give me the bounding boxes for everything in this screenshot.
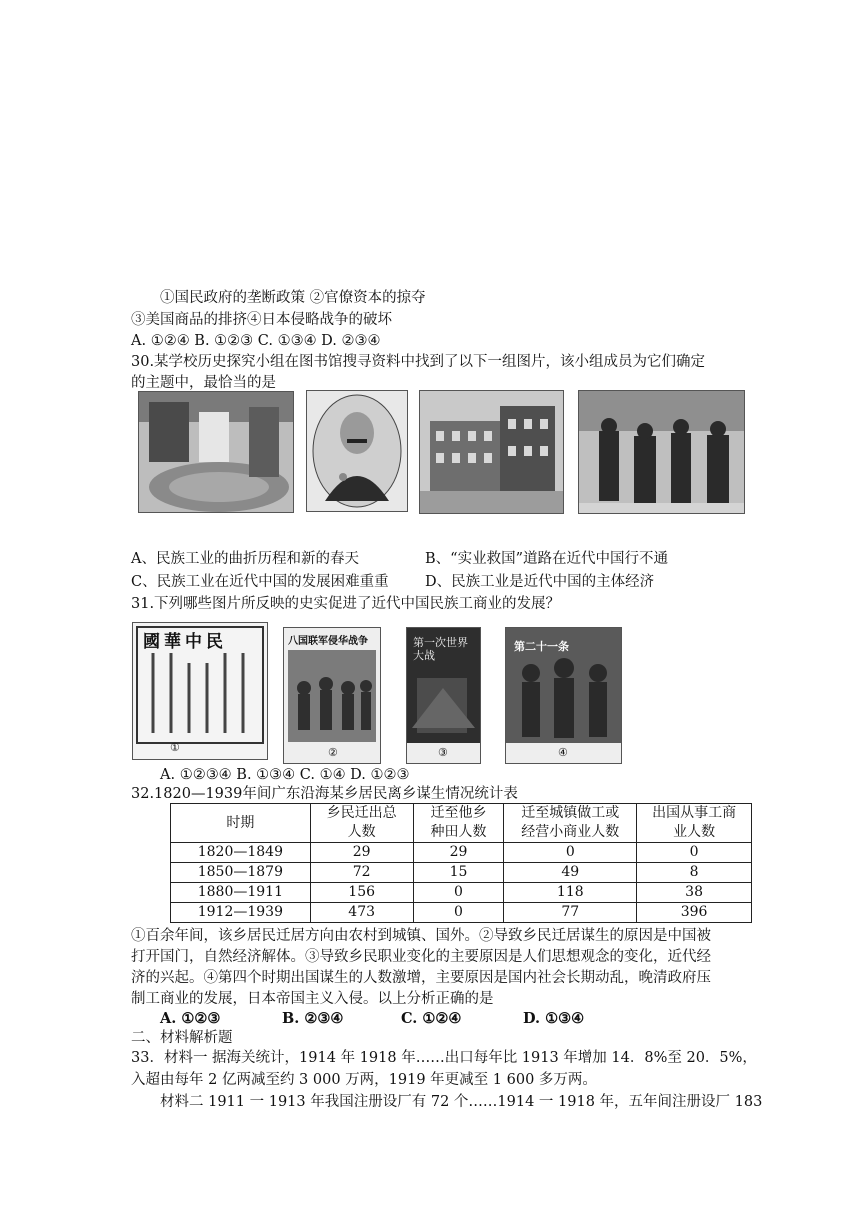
q30-option-b: B、“实业救国”道路在近代中国行不通 xyxy=(425,551,668,567)
q29-item-line2: ③美国商品的排挤④日本侵略战争的破坏 xyxy=(131,312,392,328)
header-period-text: 时期 xyxy=(226,814,255,831)
cell-emigrated-total: 473 xyxy=(310,903,413,923)
q32-analysis-line1: ①百余年间，该乡居民迁居方向由农村到城镇、国外。②导致乡民迁居谋生的原因是中国被 xyxy=(131,928,711,944)
q30-option-c: C、民族工业在近代中国的发展困难重重 xyxy=(131,574,389,590)
q29-item-line1: ①国民政府的垄断政策 ②官僚资本的掠夺 xyxy=(160,290,426,306)
q31-picture-2 xyxy=(283,627,381,764)
cell-abroad: 38 xyxy=(637,883,752,903)
q31-picture-1 xyxy=(132,622,268,760)
q32-analysis-line3: 济的兴起。④第四个时期出国谋生的人数激增，主要原因是国内社会长期动乱，晚清政府压 xyxy=(131,970,711,986)
cell-period: 1820—1849 xyxy=(171,843,311,863)
header-town-work xyxy=(504,804,637,843)
cell-town-work: 0 xyxy=(504,843,637,863)
header-abroad xyxy=(637,804,752,843)
cell-abroad: 8 xyxy=(637,863,752,883)
q31-mark-2: ② xyxy=(328,746,338,759)
q31-picture-4 xyxy=(505,627,622,764)
table-row xyxy=(171,883,752,903)
header-farming xyxy=(413,804,504,843)
cell-emigrated-total: 156 xyxy=(310,883,413,903)
cell-period: 1850—1879 xyxy=(171,863,311,883)
cell-emigrated-total: 72 xyxy=(310,863,413,883)
q32-option-c: C. ①②④ xyxy=(401,1010,462,1027)
q31-picture-1-title: 國華中民 xyxy=(143,632,227,652)
header-farming-line2: 种田人数 xyxy=(430,824,487,840)
q30-photo-building xyxy=(419,390,564,514)
q32-analysis-line2: 打开国门，自然经济解体。③导致乡民职业变化的主要原因是人们思想观念的变化，近代经 xyxy=(131,949,711,965)
cell-abroad: 396 xyxy=(637,903,752,923)
q30-option-a: A、民族工业的曲折历程和新的春天 xyxy=(131,551,359,567)
cell-emigrated-total: 29 xyxy=(310,843,413,863)
q32-option-d: D. ①③④ xyxy=(523,1010,585,1027)
header-emigrated-total-line2: 人数 xyxy=(347,824,376,840)
q33-material2-line1: 材料二 1911 一 1913 年我国注册设厂有 72 个……1914 一 1918 年，五年间注册设厂 183 xyxy=(160,1094,763,1110)
table-row xyxy=(171,843,752,863)
cell-farming: 0 xyxy=(413,883,504,903)
header-emigrated-total-line1: 乡民迁出总 xyxy=(326,805,397,821)
q31-picture-2-title: 八国联军侵华战争 xyxy=(288,636,368,647)
q30-stem-line2: 的主题中，最恰当的是 xyxy=(131,375,276,391)
q32-option-a: A. ①②③ xyxy=(160,1010,221,1027)
header-abroad-line2: 业人数 xyxy=(673,824,716,840)
q31-picture-4-title: 第二十一条 xyxy=(514,640,569,653)
q31-mark-3: ③ xyxy=(438,746,448,759)
q32-statistics-table xyxy=(170,803,752,923)
cell-farming: 15 xyxy=(413,863,504,883)
cell-town-work: 118 xyxy=(504,883,637,903)
header-town-work-line2: 经营小商业人数 xyxy=(521,824,620,840)
q33-material1-line2: 入超由每年 2 亿两减至约 3 000 万两，1919 年更减至 1 600 多万两。 xyxy=(131,1072,597,1088)
q32-stem: 32.1820—1939年间广东沿海某乡居民离乡谋生情况统计表 xyxy=(131,786,518,802)
cell-abroad: 0 xyxy=(637,843,752,863)
cell-farming: 29 xyxy=(413,843,504,863)
table-header-row xyxy=(171,804,752,843)
q31-mark-4: ④ xyxy=(558,746,568,759)
header-period xyxy=(171,804,311,843)
q33-material1-line1: 33．材料一 据海关统计，1914 年 1918 年……出口每年比 1913 年增加 14．8%至 20．5%， xyxy=(131,1050,757,1066)
cell-farming: 0 xyxy=(413,903,504,923)
header-farming-line1: 迁至他乡 xyxy=(430,805,487,821)
header-town-work-line1: 迁至城镇做工或 xyxy=(521,805,620,821)
q30-photo-factory xyxy=(138,391,294,513)
table-row xyxy=(171,903,752,923)
q30-option-d: D、民族工业是近代中国的主体经济 xyxy=(425,574,655,590)
q32-option-b: B. ②③④ xyxy=(282,1010,344,1027)
q31-mark-1: ① xyxy=(170,741,180,754)
cell-period: 1912—1939 xyxy=(171,903,311,923)
cell-town-work: 77 xyxy=(504,903,637,923)
q30-stem-line1: 30.某学校历史探究小组在图书馆搜寻资料中找到了以下一组图片，该小组成员为它们确定 xyxy=(131,354,706,370)
q31-options: A. ①②③④ B. ①③④ C. ①④ D. ①②③ xyxy=(160,767,410,783)
q29-options: A. ①②④ B. ①②③ C. ①③④ D. ②③④ xyxy=(131,333,381,349)
q32-analysis-line4: 制工商业的发展，日本帝国主义入侵。以上分析正确的是 xyxy=(131,991,494,1007)
q30-photo-portrait xyxy=(306,390,408,512)
q31-stem: 31.下列哪些图片所反映的史实促进了近代中国民族工商业的发展？ xyxy=(131,596,561,612)
cell-period: 1880—1911 xyxy=(171,883,311,903)
q30-photo-delegation xyxy=(578,390,745,514)
table-row xyxy=(171,863,752,883)
header-emigrated-total xyxy=(310,804,413,843)
section-heading: 二、材料解析题 xyxy=(131,1030,233,1046)
cell-town-work: 49 xyxy=(504,863,637,883)
q31-picture-3 xyxy=(406,627,481,764)
q31-picture-3-title: 第一次世界大战 xyxy=(413,636,468,662)
header-abroad-line1: 出国从事工商 xyxy=(652,805,737,821)
